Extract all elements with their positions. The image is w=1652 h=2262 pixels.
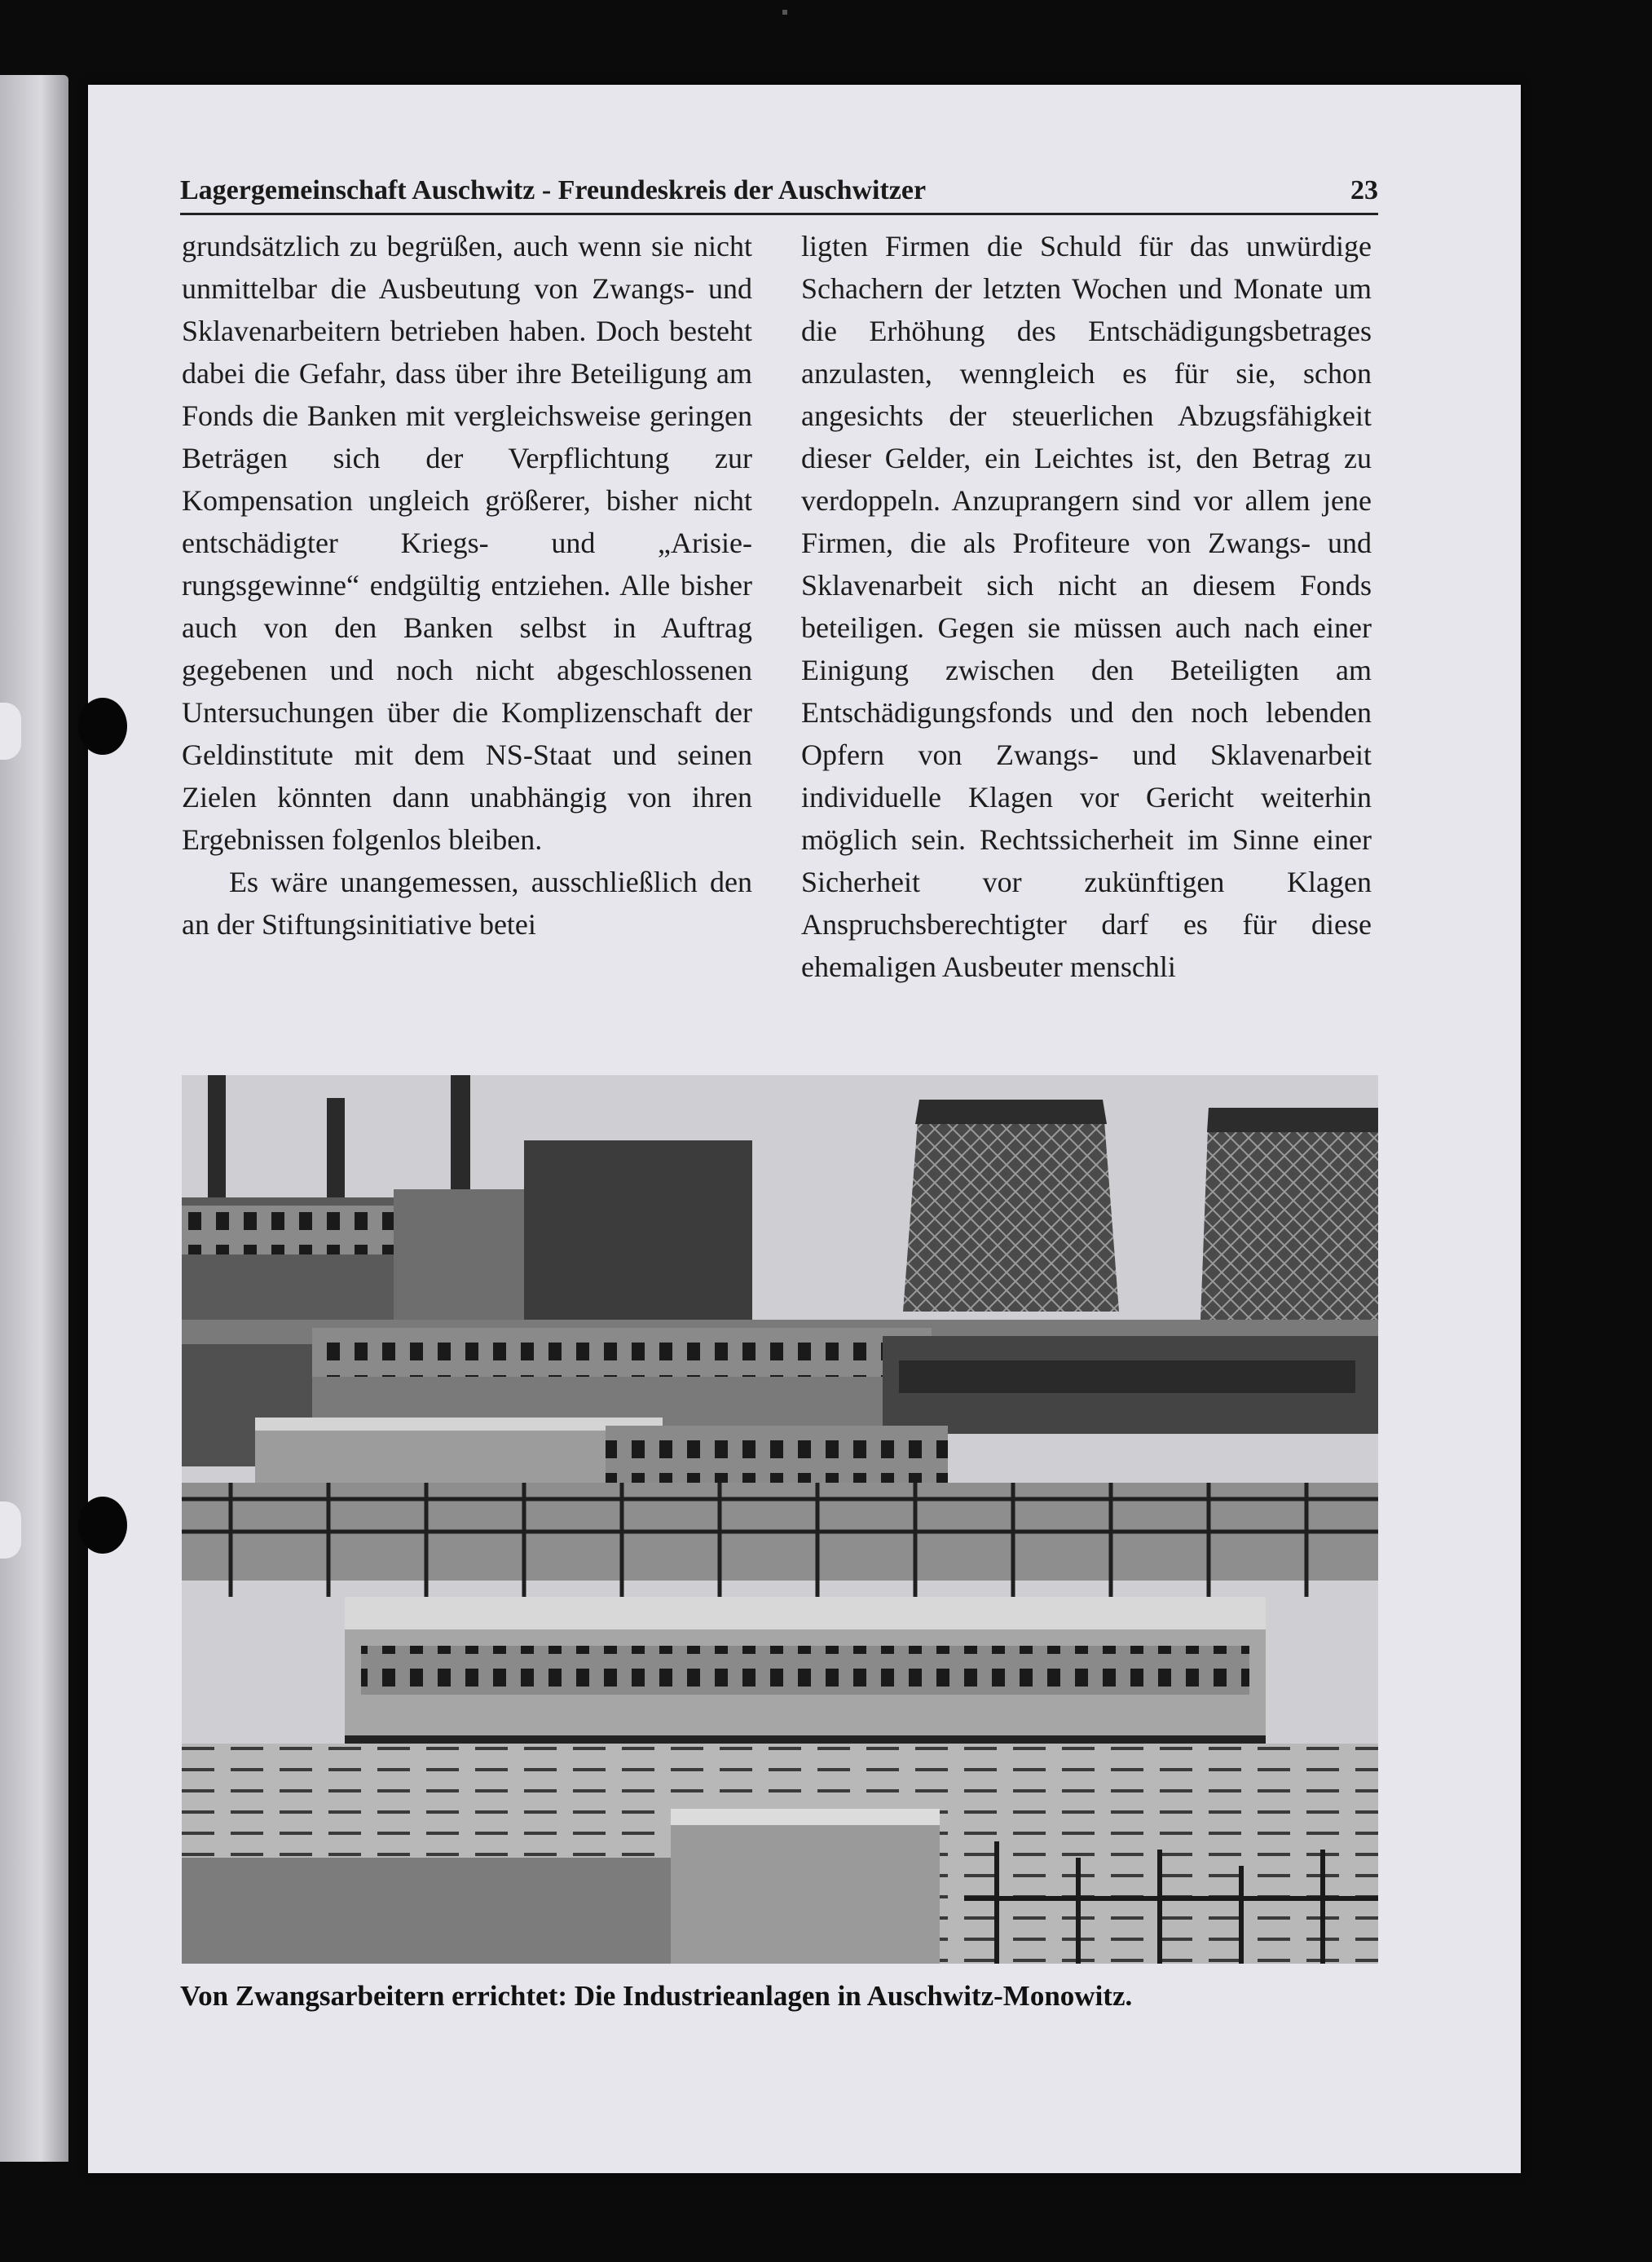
- facing-page-edge: [0, 75, 68, 2162]
- punch-hole: [78, 698, 127, 755]
- industrial-plant-photo: [182, 1075, 1378, 1964]
- page-number: 23: [1350, 175, 1378, 205]
- facing-page-hole: [0, 703, 21, 760]
- document-page: [88, 85, 1521, 2173]
- running-header: [180, 166, 1378, 215]
- paragraph: grundsätzlich zu begrüßen, auch wenn sie nicht unmittelbar die Ausbeutung von Zwangs- und Sklavenarbeitern betrieben haben. Doch besteht dabei die Gefahr, dass über ihre Beteiligung am Fonds die Banken mit vergleichsweise geringen Beträgen sich der Verpflichtung zur Kompensation ungleich größerer, bisher nicht entschädigter Kriegs- und „Arisierungsgewinne“ endgültig entziehen. Alle bisher auch von den Banken selbst in Auftrag gegebenen und noch nicht abgeschlossenen Untersuchungen über die Komplizenschaft der Geldinstitute mit dem NS-Staat und seinen Zielen könnten dann unabhängig von ihren Ergebnissen folgenlos bleiben.: [182, 230, 752, 856]
- facing-page-hole: [0, 1501, 21, 1559]
- scan-mark: [782, 10, 787, 15]
- punch-hole: [78, 1497, 127, 1554]
- header-title: Lagergemeinschaft Auschwitz - Freundeskreis der Auschwitzer: [180, 175, 927, 205]
- figure-caption: Von Zwangsarbeitern errichtet: Die Industrieanlagen in Auschwitz-Monowitz.: [180, 1980, 1133, 2012]
- paragraph: ligten Firmen die Schuld für das unwürdige Schachern der letzten Wochen und Monate um die Erhöhung des Entschädigungsbetrages anzulasten, wenngleich es für sie, schon angesichts der steuerlichen Abzugsfähigkeit dieser Gelder, ein Leichtes ist, den Betrag zu verdoppeln. Anzuprangern sind vor allem jene Firmen, die als Profiteure von Zwangs- und Sklavenarbeit sich nicht an diesem Fonds beteiligen. Gegen sie müssen auch nach einer Einigung zwischen den Beteiligten am Entschädigungsfonds und den noch lebenden Opfern von Zwangs- und Sklavenarbeit individuelle Klagen vor Gericht weiterhin möglich sein. Rechtssicherheit im Sinne einer Sicherheit vor zukünftigen Klagen Anspruchsberechtigter darf es für diese ehemaligen Ausbeuter menschli: [801, 230, 1372, 983]
- paragraph: Es wäre unangemessen, ausschließlich den an der Stiftungsinitiative betei: [182, 866, 752, 941]
- text-column-right: [801, 225, 1372, 988]
- text-column-left: [182, 225, 752, 946]
